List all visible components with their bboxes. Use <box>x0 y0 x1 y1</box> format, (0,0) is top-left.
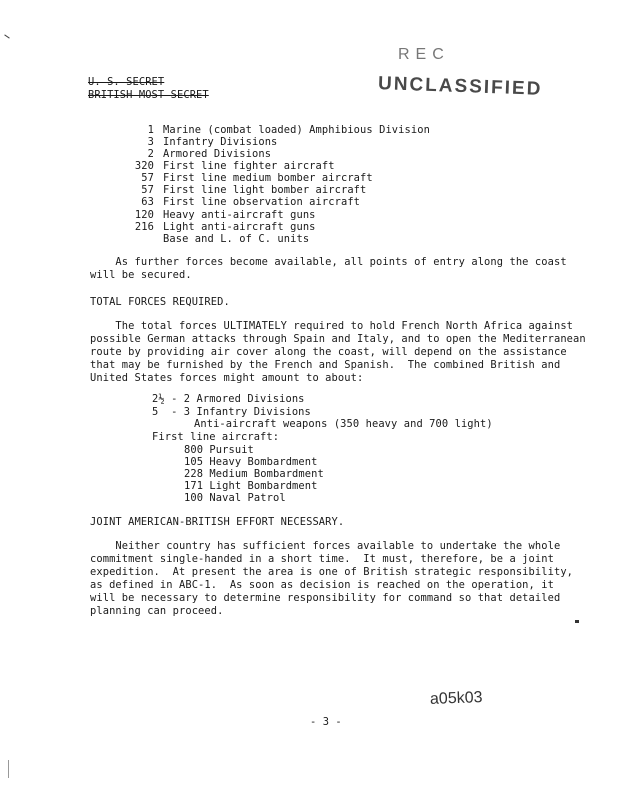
force-unit: First line observation aircraft <box>163 196 361 208</box>
force-item <box>128 160 448 172</box>
paragraph-joint-line: will be necessary to determine responsibility for command so that detailed <box>90 592 561 604</box>
force-item <box>128 184 448 196</box>
paragraph-further-line: will be secured. <box>90 269 192 281</box>
force-unit: Base and L. of C. units <box>163 233 310 245</box>
force-count: 57 <box>141 184 154 196</box>
scan-mark <box>8 760 9 778</box>
force-count: 57 <box>141 172 154 184</box>
aircraft-item: 105 Heavy Bombardment <box>184 456 318 468</box>
force-unit: Marine (combat loaded) Amphibious Division <box>163 124 430 136</box>
paragraph-total-line: The total forces ULTIMATELY required to hold French North Africa against <box>90 320 574 332</box>
force-unit: Light anti-aircraft guns <box>163 221 316 233</box>
total-armored: 2½ - 2 Armored Divisions <box>152 393 305 405</box>
force-item <box>128 196 448 208</box>
unclassified-stamp: UNCLASSIFIED <box>377 73 543 100</box>
force-item <box>128 148 448 160</box>
force-count: 216 <box>134 221 154 233</box>
force-count: 120 <box>134 209 154 221</box>
page-number: - 3 - <box>310 716 342 728</box>
force-unit: First line medium bomber aircraft <box>163 172 373 184</box>
classification-british-most-secret: BRITISH MOST SECRET <box>88 89 209 101</box>
classification-us-secret: U. S. SECRET <box>88 76 165 88</box>
paragraph-total-line: route by providing air cover along the coast, will depend on the assistance <box>90 346 567 358</box>
received-stamp: REC <box>398 46 450 63</box>
force-item <box>128 233 448 245</box>
force-count: 3 <box>147 136 154 148</box>
force-item <box>128 172 448 184</box>
paragraph-further-line: As further forces become available, all points of entry along the coast <box>90 256 567 268</box>
scan-mark <box>575 620 579 623</box>
scan-mark <box>4 34 9 38</box>
paragraph-joint-line: planning can proceed. <box>90 605 224 617</box>
force-count: 1 <box>147 124 154 136</box>
paragraph-total-line: that may be furnished by the French and Spanish. The combined British and <box>90 359 561 371</box>
force-count: 320 <box>134 160 154 172</box>
force-item <box>128 124 448 136</box>
handwritten-reference: a05k03 <box>429 689 483 708</box>
paragraph-joint-line: commitment single-handed in a short time. It must, therefore, be a joint <box>90 553 554 565</box>
aircraft-heading: First line aircraft: <box>152 431 280 443</box>
total-infantry: 5 - 3 Infantry Divisions <box>152 406 311 418</box>
heading-total-forces: TOTAL FORCES REQUIRED. <box>90 296 230 308</box>
total-antiaircraft: Anti-aircraft weapons (350 heavy and 700 light) <box>194 418 493 430</box>
paragraph-joint-line: as defined in ABC-1. As soon as decision is reached on the operation, it <box>90 579 554 591</box>
force-item <box>128 209 448 221</box>
force-item <box>128 136 448 148</box>
paragraph-total-line: United States forces might amount to about: <box>90 372 364 384</box>
force-count: 2 <box>147 148 154 160</box>
force-count: 63 <box>141 196 154 208</box>
aircraft-item: 100 Naval Patrol <box>184 492 286 504</box>
force-unit: First line fighter aircraft <box>163 160 335 172</box>
force-item <box>128 221 448 233</box>
heading-joint-effort: JOINT AMERICAN-BRITISH EFFORT NECESSARY. <box>90 516 345 528</box>
paragraph-joint-line: expedition. At present the area is one of British strategic responsibility, <box>90 566 574 578</box>
aircraft-item: 800 Pursuit <box>184 444 254 456</box>
aircraft-item: 171 Light Bombardment <box>184 480 318 492</box>
force-unit: Armored Divisions <box>163 148 272 160</box>
force-unit: First line light bomber aircraft <box>163 184 367 196</box>
paragraph-total-line: possible German attacks through Spain and Italy, and to open the Mediterranean <box>90 333 586 345</box>
force-unit: Heavy anti-aircraft guns <box>163 209 316 221</box>
paragraph-joint-line: Neither country has sufficient forces available to undertake the whole <box>90 540 561 552</box>
force-unit: Infantry Divisions <box>163 136 278 148</box>
aircraft-item: 228 Medium Bombardment <box>184 468 324 480</box>
